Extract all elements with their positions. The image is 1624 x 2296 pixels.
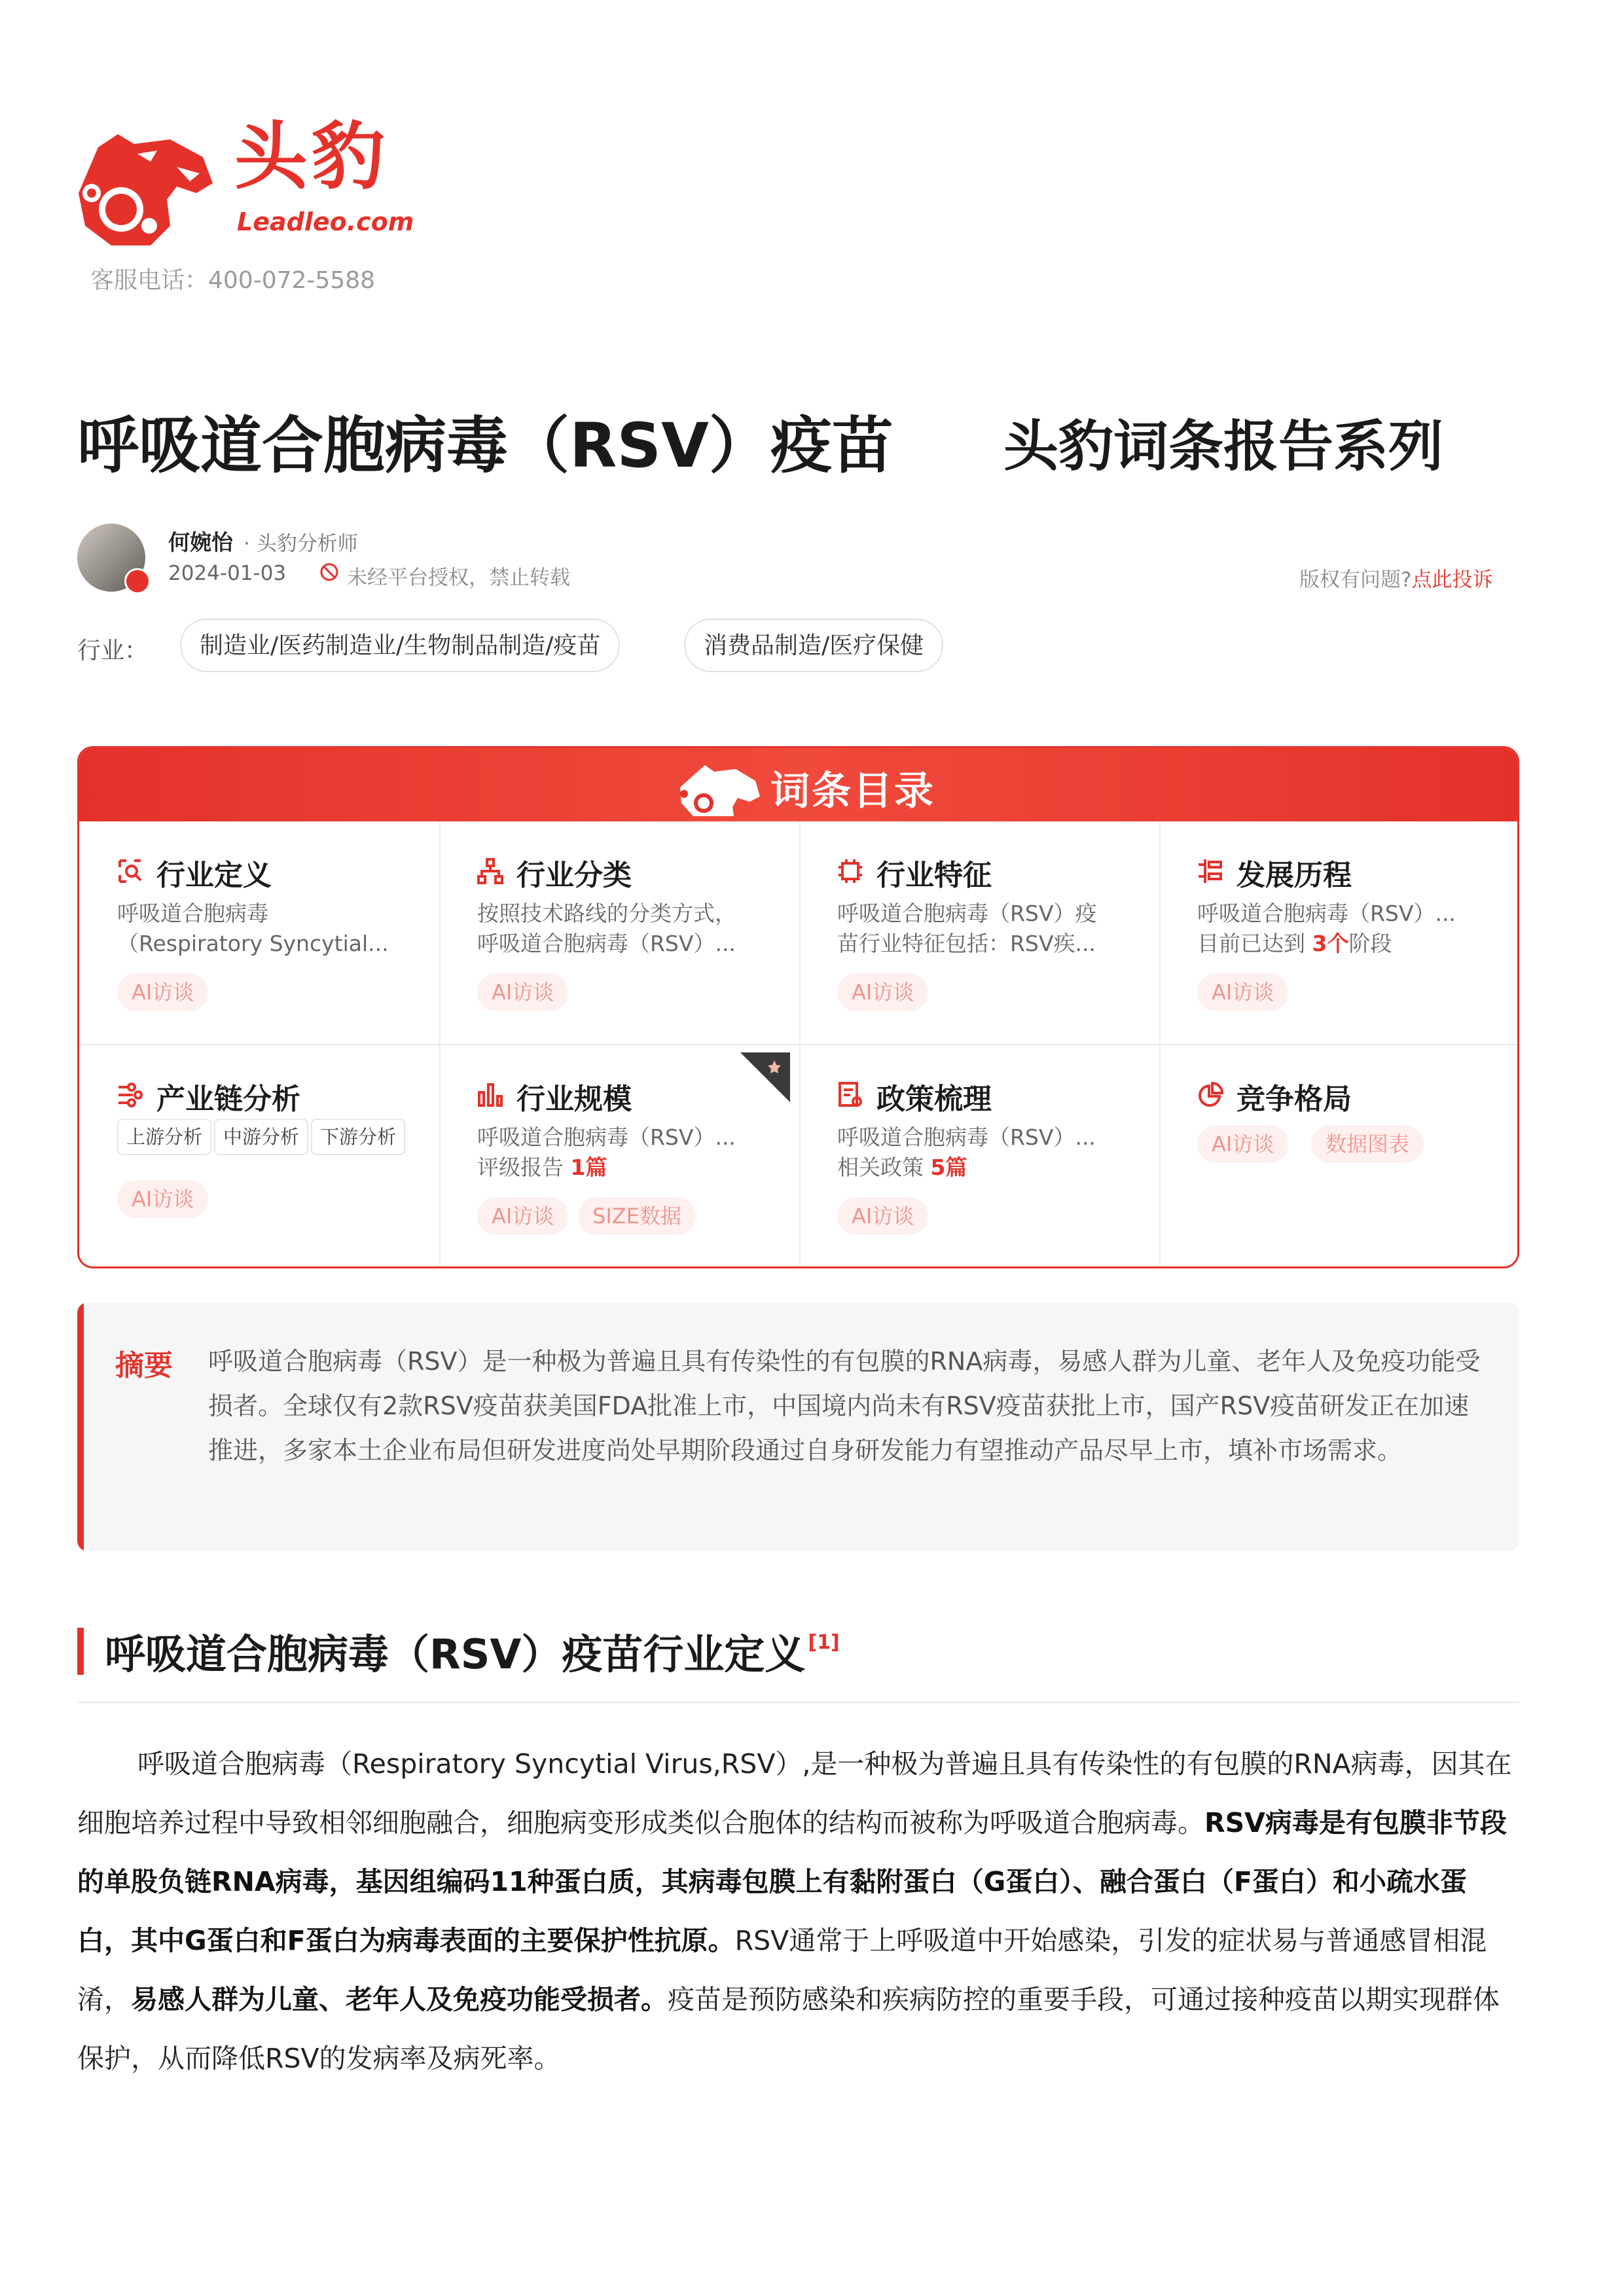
star-badge-icon xyxy=(740,1052,790,1102)
report-complaint-link[interactable]: 点此投诉 xyxy=(1411,568,1493,592)
dir-cell-desc: 呼吸道合胞病毒 xyxy=(117,901,268,926)
author-role: · 头豹分析师 xyxy=(244,532,358,556)
dir-cell-features[interactable] xyxy=(799,821,1159,1044)
chip-icon xyxy=(837,858,863,884)
dir-cell-desc: 按照技术路线的分类方式， xyxy=(477,901,736,926)
dir-cell-desc: （Respiratory Syncytial... xyxy=(117,931,389,956)
desc-prefix: 目前已达到 xyxy=(1197,931,1312,956)
brand-logo[interactable] xyxy=(72,115,412,259)
summary-label: 摘要 xyxy=(115,1349,173,1382)
section-divider xyxy=(77,1702,1519,1703)
downstream-chip[interactable]: 下游分析 xyxy=(311,1119,405,1155)
dir-cell-title: 政策梳理 xyxy=(876,1083,992,1116)
pie-chart-icon xyxy=(1197,1082,1223,1108)
dir-cell-title: 发展历程 xyxy=(1236,859,1352,892)
dir-cell-chain[interactable] xyxy=(79,1045,439,1268)
dir-cell-history[interactable] xyxy=(1159,821,1519,1044)
search-icon xyxy=(117,858,143,884)
brand-name: 头豹 xyxy=(234,115,389,200)
timeline-icon xyxy=(1197,858,1223,884)
dir-cell-desc: 呼吸道合胞病毒（RSV）疫 xyxy=(837,901,1097,926)
summary-accent-bar xyxy=(77,1302,84,1551)
ai-interview-pill[interactable]: AI访谈 xyxy=(477,1197,568,1235)
dir-cell-desc: 呼吸道合胞病毒（RSV）... xyxy=(477,931,736,956)
size-data-pill[interactable]: SIZE数据 xyxy=(578,1197,696,1235)
directory-header xyxy=(79,748,1517,821)
para-text: 呼吸道合胞病毒（Respiratory Syncytial Virus,RSV）,是一种极为普遍且具有传染性的有包膜的RNA病毒，因其在细胞培养过程中导致相邻细胞融合，细胞病变形成类似合胞体的结构而被称为呼吸道合胞病毒。 xyxy=(77,1748,1512,1839)
ai-interview-pill[interactable]: AI访谈 xyxy=(1197,1125,1288,1163)
ai-interview-pill[interactable]: AI访谈 xyxy=(837,973,928,1011)
para-text: RSV通常于上呼吸道中开始感染，引发的症状易与普通感冒相混淆， xyxy=(77,1925,1487,2015)
desc-prefix: 评级报告 xyxy=(477,1155,571,1180)
document-icon xyxy=(837,1082,863,1108)
publish-date: 2024-01-03 xyxy=(168,562,287,585)
dir-cell-classification[interactable] xyxy=(439,821,799,1044)
ai-interview-pill[interactable]: AI访谈 xyxy=(117,1180,208,1218)
leopard-logo-icon xyxy=(674,756,765,820)
bar-chart-icon xyxy=(477,1082,503,1108)
dir-cell-title: 竞争格局 xyxy=(1236,1083,1352,1116)
para-bold-text: 易感人群为儿童、老年人及免疫功能受损者。 xyxy=(131,1984,668,2015)
brand-domain: Leadleo.com xyxy=(237,207,414,236)
dir-cell-policy[interactable] xyxy=(799,1045,1159,1268)
ai-interview-pill[interactable]: AI访谈 xyxy=(117,973,208,1011)
para-text: 疫苗是预防感染和疾病防控的重要手段，可通过接种疫苗以期实现群体保护，从而降低RSV的发病率及病死率。 xyxy=(77,1984,1500,2074)
copyright-question: 版权有问题? xyxy=(1299,568,1412,592)
dir-cell-title: 产业链分析 xyxy=(156,1083,300,1116)
leopard-logo-icon xyxy=(72,121,223,252)
industry-tag[interactable]: 消费品制造/医疗保健 xyxy=(684,619,943,672)
stage-count: 3个 xyxy=(1312,931,1349,956)
report-count: 1篇 xyxy=(570,1155,607,1180)
dir-cell-desc: 呼吸道合胞病毒（RSV）... xyxy=(837,1124,1096,1150)
data-chart-pill[interactable]: 数据图表 xyxy=(1311,1125,1424,1163)
dir-cell-desc xyxy=(837,1153,967,1183)
dir-cell-title: 行业定义 xyxy=(156,859,272,892)
prohibited-icon xyxy=(319,562,339,582)
reference-link[interactable]: [1] xyxy=(808,1631,840,1654)
policy-count: 5篇 xyxy=(930,1155,967,1180)
para-bold-text: RSV病毒是有包膜非节段的单股负链RNA病毒，基因组编码11种蛋白质，其病毒包膜上有黏附蛋白（G蛋白）、融合蛋白（F蛋白）和小疏水蛋白，其中G蛋白和F蛋白为病毒表面的主要保护性抗原。 xyxy=(77,1807,1507,1956)
report-title: 呼吸道合胞病毒（RSV）疫苗 xyxy=(77,410,893,482)
industry-tag[interactable]: 制造业/医药制造业/生物制品制造/疫苗 xyxy=(180,619,620,672)
dir-cell-title: 行业规模 xyxy=(516,1083,632,1116)
dir-cell-desc: 呼吸道合胞病毒（RSV）... xyxy=(477,1124,736,1150)
author-name[interactable]: 何婉怡 xyxy=(168,529,233,555)
dir-cell-desc: 呼吸道合胞病毒（RSV）... xyxy=(1197,901,1456,926)
report-series: 头豹词条报告系列 xyxy=(1003,414,1444,478)
desc-suffix: 阶段 xyxy=(1348,931,1392,956)
desc-prefix: 相关政策 xyxy=(837,1155,931,1180)
upstream-chip[interactable]: 上游分析 xyxy=(117,1119,211,1155)
directory-card xyxy=(77,746,1519,1268)
hierarchy-icon xyxy=(477,858,503,884)
ai-interview-pill[interactable]: AI访谈 xyxy=(477,973,568,1011)
summary-text: 呼吸道合胞病毒（RSV）是一种极为普遍且具有传染性的有包膜的RNA病毒，易感人群为儿童、老年人及免疫功能受损者。全球仅有2款RSV疫苗获美国FDA批准上市，中国境内尚未有RSV疫苗获批上市，国产RSV疫苗研发正在加速推进，多家本土企业布局但研发进度尚处早期阶段通过自身研发能力有望推动产品尽早上市，填补市场需求。 xyxy=(208,1347,1481,1465)
midstream-chip[interactable]: 中游分析 xyxy=(214,1119,308,1155)
copyright-notice xyxy=(1299,563,1492,592)
section-accent-bar xyxy=(77,1628,84,1675)
section-title-text: 呼吸道合胞病毒（RSV）疫苗行业定义 xyxy=(105,1630,806,1678)
ai-interview-pill[interactable]: AI访谈 xyxy=(1197,973,1288,1011)
definition-paragraph xyxy=(77,1734,1519,2088)
flow-icon xyxy=(117,1082,143,1108)
section-title xyxy=(105,1622,840,1680)
hotline-text: 客服电话：400-072-5588 xyxy=(90,267,376,294)
industry-label: 行业： xyxy=(77,637,149,664)
dir-cell-title: 行业分类 xyxy=(516,859,632,892)
dir-cell-definition[interactable] xyxy=(79,821,439,1044)
dir-cell-desc xyxy=(477,1153,607,1183)
verified-badge-icon xyxy=(124,568,151,594)
ai-interview-pill[interactable]: AI访谈 xyxy=(837,1197,928,1235)
summary-box xyxy=(77,1302,1519,1551)
dir-cell-desc: 苗行业特征包括：RSV疾... xyxy=(837,931,1096,956)
directory-title: 词条目录 xyxy=(770,768,935,814)
no-repost-notice: 未经平台授权，禁止转载 xyxy=(347,566,570,590)
dir-cell-title: 行业特征 xyxy=(876,859,992,892)
dir-cell-competition[interactable] xyxy=(1159,1045,1519,1268)
dir-cell-desc xyxy=(1197,929,1392,959)
